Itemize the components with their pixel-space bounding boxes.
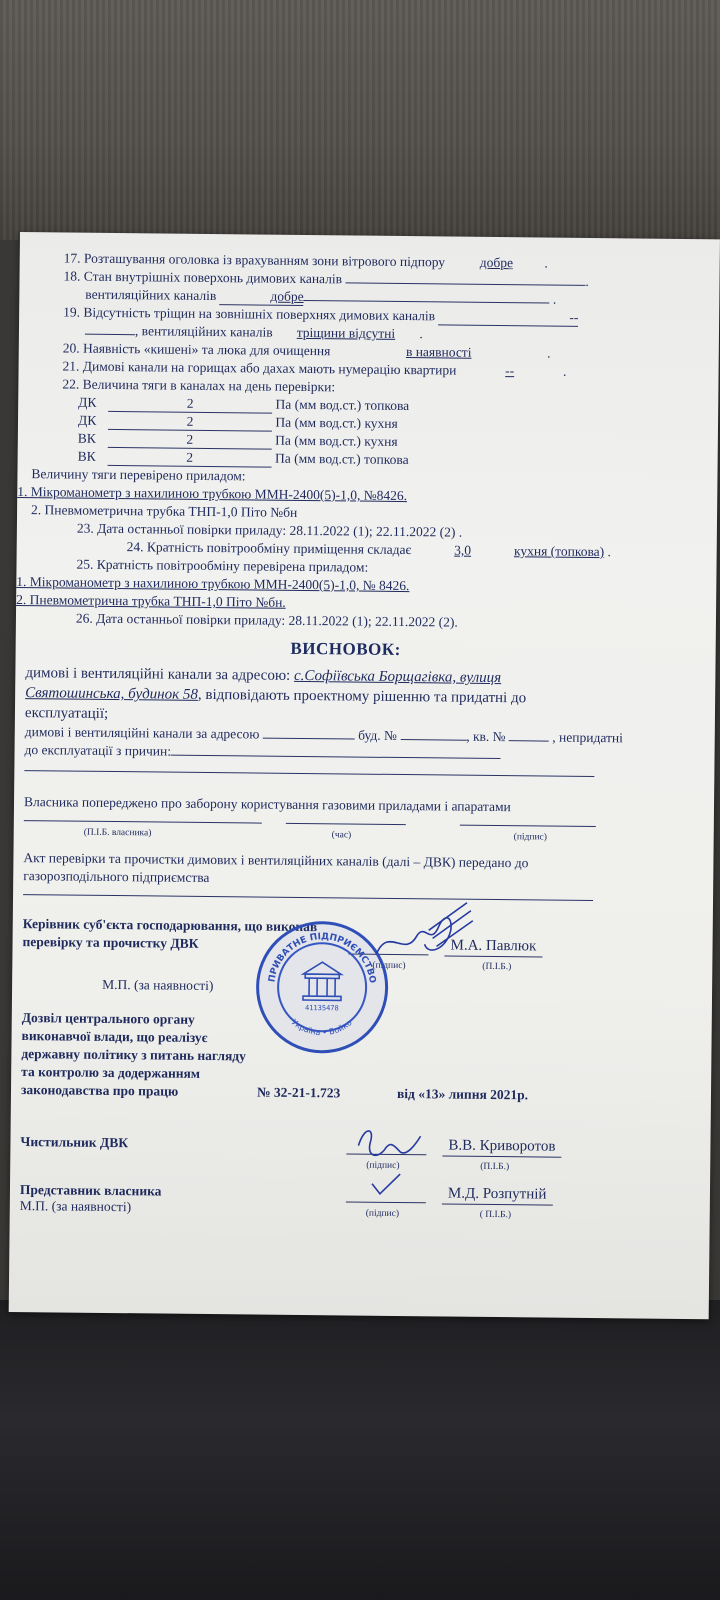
caption-sign: (підпис)	[513, 832, 548, 843]
checked-by: Величину тяги перевірено приладом:	[31, 466, 246, 484]
draft-code: ВК	[77, 430, 96, 446]
item-24-room: кухня (топкова)	[513, 543, 605, 560]
permit-line-2: виконавчої влади, що реалізує	[21, 1028, 208, 1046]
permit-line-4: та контролю за додержанням	[21, 1064, 201, 1081]
draft-row	[78, 431, 398, 451]
draft-row	[78, 395, 409, 415]
head-line-2: перевірку та прочистку ДВК	[22, 934, 199, 951]
cleaner-signature-icon	[350, 1116, 431, 1167]
item-17: 17. Розташування оголовка із врахуванням зони вітрового підпору добре .	[63, 250, 548, 271]
permit-line-3: державну політику з питань нагляду	[21, 1046, 246, 1064]
act-line-2: газорозподільного підприємства	[23, 868, 210, 886]
caption-time: (час)	[331, 830, 352, 841]
item-21-label: 21. Димові канали на горищах або дахах мають нумерацію квартири	[62, 358, 457, 378]
sign-rule	[460, 825, 596, 827]
cleaner-caption-sign: (підпис)	[366, 1160, 400, 1172]
owner-rep-label: Представник власника	[19, 1182, 162, 1199]
permit-line-5: законодавства про працю	[20, 1082, 179, 1099]
item-20-label: 20. Наявність «кишені» та люка для очищення	[62, 340, 331, 359]
draft-code: ДК	[77, 412, 97, 428]
act-rule	[23, 894, 593, 901]
owner-rule	[24, 820, 262, 823]
owner-caption-pib: ( П.І.Б.)	[479, 1209, 512, 1221]
item-18-label: 18. Стан внутрішніх поверхонь димових каналів	[63, 268, 343, 287]
head-line-1: Керівник суб'єкта господарювання, що виконав	[22, 916, 318, 935]
item-20: 20. Наявність «кишені» та люка для очищення в наявності .	[62, 340, 551, 361]
device-1: 1. Мікроманометр з нахилиною трубкою ММН-2400(5)-1,0, №8426.	[17, 483, 408, 504]
act-line-1: Акт перевірки та прочистки димових і вентиляційних каналів (далі – ДВК) передано до	[23, 850, 529, 871]
draft-value: 2	[108, 431, 272, 450]
item-19-sub-label: , вентиляційних каналів	[134, 323, 273, 340]
draft-unit: Па (мм вод.ст.)	[274, 450, 361, 467]
conclusion-p2-b: буд. №	[358, 727, 397, 743]
stamp-code: 41135478	[304, 1004, 339, 1013]
item-19-sub: , вентиляційних каналів тріщини відсутні .	[85, 323, 423, 343]
owner-sign-rule	[346, 1201, 426, 1203]
cleaner-name: В.В. Криворотов	[442, 1136, 561, 1157]
stamp-building-icon	[303, 962, 341, 1000]
item-24-value: 3,0	[454, 542, 472, 558]
item-21-value: --	[505, 363, 515, 379]
item-19-sub-value: тріщини відсутні	[296, 324, 396, 341]
head-signature-icon	[368, 896, 479, 967]
item-23: 23. Дата останньої повірки приладу: 28.11.2022 (1); 22.11.2022 (2) .	[76, 520, 463, 540]
document-page	[9, 232, 720, 1319]
item-24: 24. Кратність повітрообміну приміщення складає 3,0 кухня (топкова) .	[126, 539, 612, 560]
draft-row	[78, 449, 409, 469]
cleaner-label: Чистильник ДВК	[20, 1134, 129, 1151]
head-name: М.А. Павлюк	[444, 936, 542, 957]
item-19-value: --	[438, 308, 578, 326]
conclusion-address-2: Святошинська, будинок 58	[25, 685, 199, 703]
background-dark	[0, 1300, 720, 1600]
device-1b: 1. Мікроманометр з нахилиною трубкою ММН-2400(5)-1,0, № 8426.	[16, 573, 410, 594]
device-2: 2. Пневмометрична трубка ТНП-1,0 Піто №бн	[31, 502, 298, 520]
background-fabric	[0, 0, 720, 240]
draft-room: кухня	[364, 433, 398, 449]
draft-unit: Па (мм вод.ст.)	[275, 432, 362, 449]
conclusion-p2-d: , непридатні	[552, 729, 623, 746]
cleaner-caption-pib: (П.І.Б.)	[480, 1161, 510, 1173]
item-20-value: в наявності	[405, 344, 472, 360]
conclusion-address-1: с.Софіївська Борщагівка, вулиця	[293, 667, 502, 687]
stamp-bottom-text: Україна • Бойко	[289, 1017, 354, 1038]
stamp-top-text: ПРИВАТНЕ ПІДПРИЄМСТВО	[267, 932, 378, 984]
stamp-graphic	[258, 924, 385, 1051]
item-17-value: добре	[479, 254, 514, 271]
owner-mp-label: М.П. (за наявності)	[19, 1198, 132, 1215]
item-25: 25. Кратність повітрообміну перевірена приладом:	[76, 556, 369, 575]
draft-room: топкова	[364, 451, 409, 468]
item-18: 18. Стан внутрішніх поверхонь димових каналів .	[63, 268, 589, 289]
item-17-label: 17. Розташування оголовка із врахуванням зони вітрового підпору	[63, 250, 446, 270]
draft-unit: Па (мм вод.ст.)	[275, 396, 362, 413]
draft-room: топкова	[364, 397, 410, 414]
mp-label: М.П. (за наявності)	[102, 976, 214, 994]
item-18-sub-value: добре	[220, 288, 304, 306]
draft-value: 2	[108, 395, 272, 414]
head-caption-sign: (підпис)	[372, 960, 406, 972]
item-26: 26. Дата останньої повірки приладу: 28.11.2022 (1); 22.11.2022 (2).	[75, 610, 458, 630]
draft-row	[78, 413, 398, 433]
conclusion-p1-end: експлуатації;	[24, 705, 109, 722]
item-18-sub: вентиляційних каналів добре .	[85, 286, 557, 307]
draft-unit: Па (мм вод.ст.)	[275, 414, 362, 431]
head-caption-pib: (П.І.Б.)	[482, 961, 512, 973]
permit-line-1: Дозвіл центрального органу	[21, 1010, 195, 1027]
owner-caption-sign: (підпис)	[365, 1208, 400, 1220]
owner-checkmark-icon	[366, 1170, 406, 1200]
warned-text: Власника попереджено про заборону користування газовими приладами і апаратами	[23, 794, 511, 815]
conclusion-p2-e: до експлуатації з причин:	[24, 742, 172, 759]
caption-owner: (П.І.Б. власника)	[83, 827, 152, 839]
time-rule	[286, 823, 406, 825]
blank-rule	[24, 770, 594, 777]
owner-name: М.Д. Розпутній	[442, 1184, 553, 1205]
conclusion-p2-a: димові і вентиляційні канали за адресою	[24, 724, 260, 742]
draft-code: ДК	[78, 394, 97, 410]
item-19-label: 19. Відсутність тріщин на зовнішніх поверхнях димових каналів	[63, 304, 436, 324]
conclusion-p1-suffix: , відповідають проектному рішенню та придатні до	[197, 686, 527, 707]
item-24-label: 24. Кратність повітрообміну приміщення складає	[126, 539, 412, 558]
item-21: 21. Димові канали на горищах або дахах мають нумерацію квартири -- .	[62, 358, 567, 379]
conclusion-p1-prefix: димові і вентиляційні канали за адресою:	[25, 665, 291, 684]
device-2b: 2. Пневмометрична трубка ТНП-1,0 Піто №бн.	[16, 591, 286, 610]
permit-date: від «13» липня 2021р.	[396, 1085, 529, 1103]
conclusion-title: ВИСНОВОК:	[290, 638, 401, 660]
item-22: 22. Величина тяги в каналах на день перевірки:	[62, 376, 336, 395]
conclusion-p2-line2	[24, 742, 501, 763]
draft-code: ВК	[77, 448, 96, 464]
draft-value: 2	[108, 449, 272, 468]
item-18-sub-label: вентиляційних каналів	[85, 286, 217, 304]
conclusion-p2-c: , кв. №	[466, 728, 506, 745]
draft-value: 2	[108, 413, 272, 432]
permit-number: № 32-21-1.723	[256, 1084, 341, 1101]
draft-room: кухня	[364, 415, 398, 431]
